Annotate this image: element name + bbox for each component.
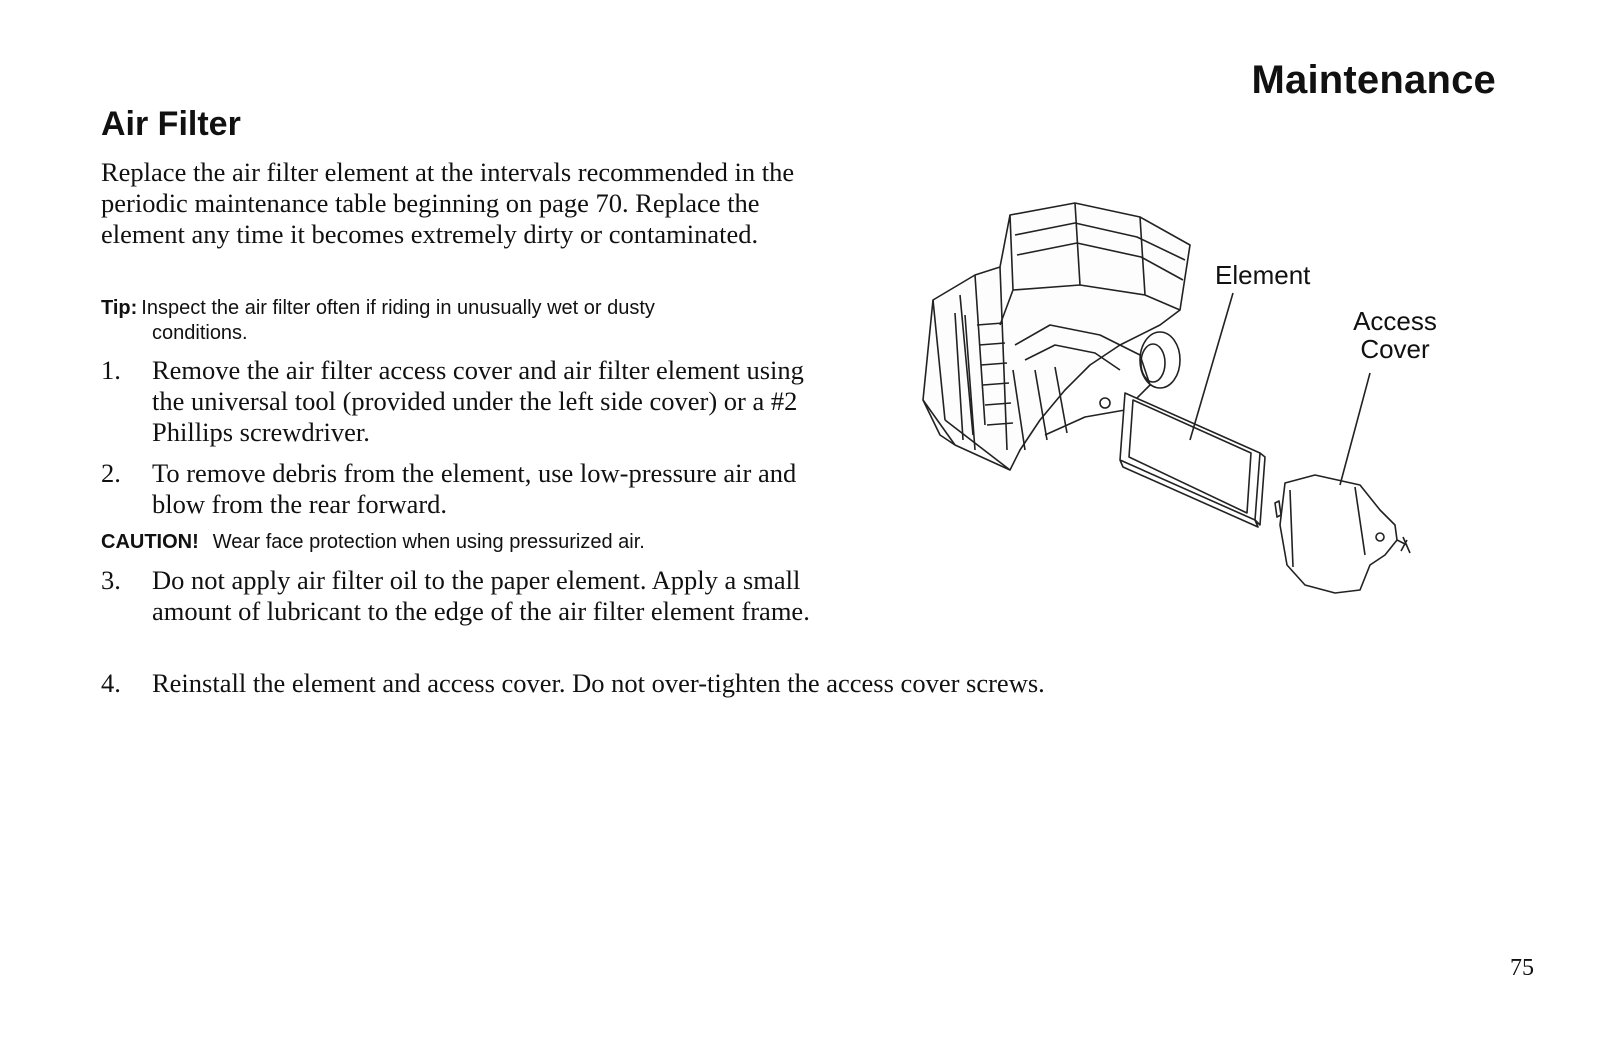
tip-text-line-2: conditions. bbox=[152, 322, 248, 344]
caution-label: CAUTION! bbox=[101, 531, 199, 553]
step-item bbox=[101, 458, 841, 520]
callout-element-label: Element bbox=[1215, 260, 1311, 290]
step-number: 1. bbox=[101, 355, 121, 385]
step-text: Reinstall the element and access cover. Do not over-tighten the access cover screws. bbox=[152, 668, 1045, 698]
tip-text-line-1: Inspect the air filter often if riding in unusually wet or dusty bbox=[141, 297, 655, 319]
step-text: To remove debris from the element, use low-pressure air and blow from the rear forward. bbox=[152, 458, 797, 519]
step-text: Do not apply air filter oil to the paper element. Apply a small amount of lubricant to the edge of the air filter element frame. bbox=[152, 565, 810, 626]
caution-note bbox=[101, 530, 645, 555]
step-number: 2. bbox=[101, 458, 121, 488]
page-heading: Air Filter bbox=[101, 105, 241, 143]
tip-label: Tip: bbox=[101, 297, 138, 319]
step-text: Remove the air filter access cover and air filter element using the universal tool (provided under the left side cover) or a #2 Phillips screwdriver. bbox=[152, 355, 804, 447]
step-number: 3. bbox=[101, 565, 121, 595]
callout-access-cover-label bbox=[1345, 307, 1445, 363]
air-filter-diagram bbox=[915, 195, 1475, 605]
air-filter-illustration bbox=[915, 195, 1475, 605]
step-number: 4. bbox=[101, 668, 121, 698]
step-item bbox=[101, 565, 841, 627]
caution-text: Wear face protection when using pressurized air. bbox=[212, 531, 645, 553]
filter-element bbox=[1120, 393, 1265, 527]
step-item bbox=[101, 355, 841, 448]
intro-paragraph: Replace the air filter element at the intervals recommended in the periodic maintenance table beginning on page 70. Replace the element any time it becomes extremely dirty or contaminated. bbox=[101, 157, 795, 249]
callout-cover-line-1: Access bbox=[1353, 306, 1437, 336]
step-item bbox=[101, 668, 1301, 699]
access-cover bbox=[1275, 475, 1410, 593]
section-title: Maintenance bbox=[1251, 58, 1496, 102]
page-number: 75 bbox=[1510, 955, 1534, 981]
tip-note bbox=[101, 296, 841, 346]
callout-cover-line-2: Cover bbox=[1360, 334, 1430, 364]
